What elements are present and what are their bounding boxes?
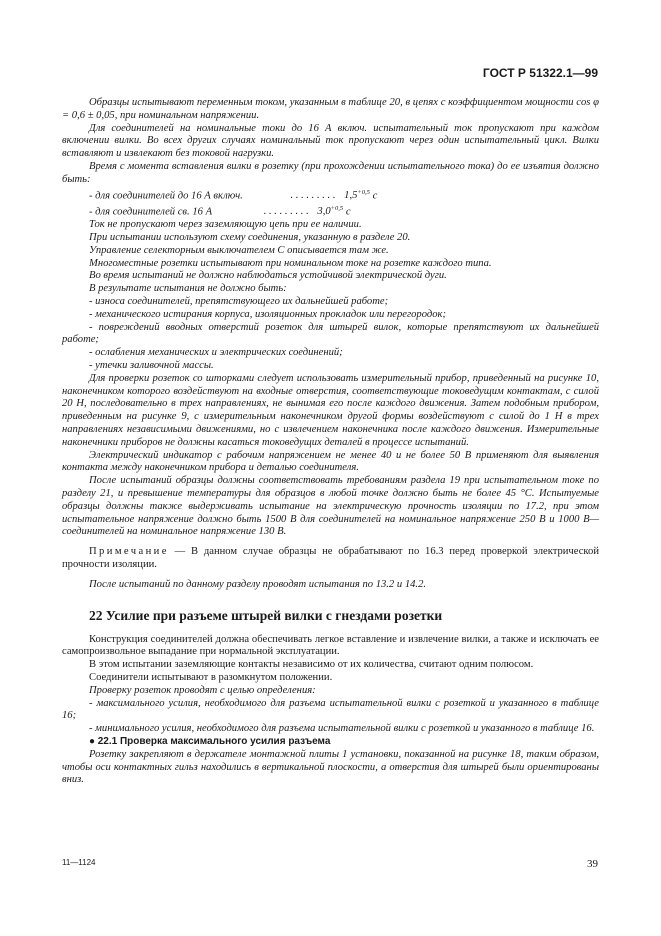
time-unit: с	[372, 190, 378, 202]
time-value: 1,5	[344, 190, 358, 202]
paragraph: После испытаний образцы должны соответствовать требованиям раздела 19 при испытательном токе по разделу 21, и превышение температуры для образцов в любой точке должно быть не более 45 °С. Испытуемые образцы должны также выдерживать испытание на электрическую прочность изоляции по 17.2, при этом испытательное напряжение должно быть 1500 В для соединителей на номинальное напряжение 250 В и 1000 В— соединителей на номинальное напряжение 130 В.	[62, 475, 599, 538]
time-label: - для соединителей до 16 А включ.	[89, 190, 243, 202]
time-tolerance: +0,5	[357, 188, 370, 196]
paragraph: Ток не пропускают через заземляющую цепь при ее наличии.	[89, 219, 362, 231]
time-unit: с	[345, 206, 351, 218]
list-item: - утечки заливочной массы.	[89, 360, 214, 371]
paragraph: Время с момента вставления вилки в розетку (при прохождении испытательного тока) до ее изъятия должно быть:	[62, 160, 599, 185]
list-item: - ослабления механических и электрических соединений;	[89, 347, 343, 359]
note-label: Примечание	[89, 546, 169, 558]
subsection-heading	[62, 736, 599, 749]
subsection-title: 22.1 Проверка максимального усилия разъема	[97, 735, 331, 747]
time-label: - для соединителей св. 16 А	[89, 206, 213, 218]
list-item: - минимального усилия, необходимого для разъема испытательной вилки с розеткой и указанного в таблице 16.	[89, 723, 595, 735]
paragraph: Образцы испытывают переменным током, указанным в таблице 20, в цепях с коэффициентом мощности cos φ = 0,6 ± 0,05, при номинальном напряжении.	[62, 97, 599, 121]
paragraph: В результате испытания не должно быть:	[89, 283, 287, 295]
paragraph: Соединители испытывают в разомкнутом положении.	[89, 671, 333, 683]
paragraph: Конструкция соединителей должна обеспечивать легкое вставление и извлечение вилки, а также и исключать ее самопроизвольное выпадание при нормальной эксплуатации.	[62, 633, 599, 658]
time-requirement-line	[62, 187, 599, 203]
note-text: — В данном случае образцы не обрабатывают по 16.3 перед проверкой электрической прочности изоляции.	[62, 546, 599, 570]
document-body	[62, 97, 599, 787]
paragraph: После испытаний по данному разделу проводят испытания по 13.2 и 14.2.	[89, 578, 427, 590]
paragraph: При испытании используют схему соединения, указанную в разделе 20.	[89, 232, 411, 244]
list-item: - максимального усилия, необходимого для разъема испытательной вилки с розеткой и указанного в таблице 16;	[62, 697, 599, 722]
standard-header: ГОСТ Р 51322.1—99	[482, 66, 598, 80]
paragraph: Электрический индикатор с рабочим напряжением не менее 40 и не более 50 В применяют для выявления контакта между наконечником прибора и деталью соединителя.	[62, 449, 599, 474]
paragraph: Многоместные розетки испытывают при номинальном токе на розетке каждого типа.	[89, 257, 492, 269]
list-item: - износа соединителей, препятствующего их дальнейшей работе;	[89, 296, 389, 308]
list-item: - механического истирания корпуса, изоляционных прокладок или перегородок;	[89, 308, 447, 320]
paragraph: Управление селекторным выключателем С описывается там же.	[89, 244, 389, 256]
paragraph: Розетку закрепляют в держателе монтажной плиты 1 установки, показанной на рисунке 18, таким образом, чтобы оси контактных гильз находились в вертикальной плоскости, а отверстия для штырей были ориентированы вниз.	[62, 748, 599, 786]
time-tolerance: +0,5	[330, 204, 344, 212]
bullet-icon: ●	[89, 735, 96, 747]
time-requirement-line	[62, 203, 599, 219]
time-value: 3,0	[317, 206, 331, 218]
paragraph: В этом испытании заземляющие контакты независимо от их количества, считают одним полюсом.	[89, 659, 534, 671]
paragraph: Проверку розеток проводят с целью определения:	[89, 684, 316, 696]
note	[62, 546, 599, 572]
dot-leader: . . . . . . . . .	[263, 206, 309, 218]
section-title: 22 Усилие при разъеме штырей вилки с гнездами розетки	[89, 607, 443, 623]
dot-leader: . . . . . . . . .	[290, 190, 336, 202]
list-item: - повреждений вводных отверстий розеток для штырей вилок, которые препятствуют их дальнейшей работе;	[62, 321, 599, 346]
footer-code: 11—1124	[62, 858, 96, 867]
paragraph: Во время испытаний не должно наблюдаться устойчивой электрической дуги.	[89, 270, 447, 282]
page-number: 39	[587, 858, 598, 870]
paragraph: Для соединителей на номинальные токи до 16 А включ. испытательный ток пропускают при каждом включении вилки. Во всех других случаях номинальный ток пропускают через один испытательный цикл. Вилки вставляют и извлекают без токовой нагрузки.	[62, 122, 599, 160]
paragraph: Для проверки розеток со шторками следует использовать измерительный прибор, приведенный на рисунке 10, наконечником которого воздействуют на входные отверстия, соответствующие токоведущим контактам, с силой 20 Н, последовательно в трех направлениях, не вынимая его после каждого движения. Затем подобным прибором, приведенным на рисунке 9, с измерительным наконечником другой формы воздействуют с силой до 1 Н в трех направлениях независимыми движениями, но с извлечением наконечника после каждого движения. Измерительные наконечники приборов не должны касаться токоведущих деталей в процессе испытаний.	[62, 372, 599, 448]
